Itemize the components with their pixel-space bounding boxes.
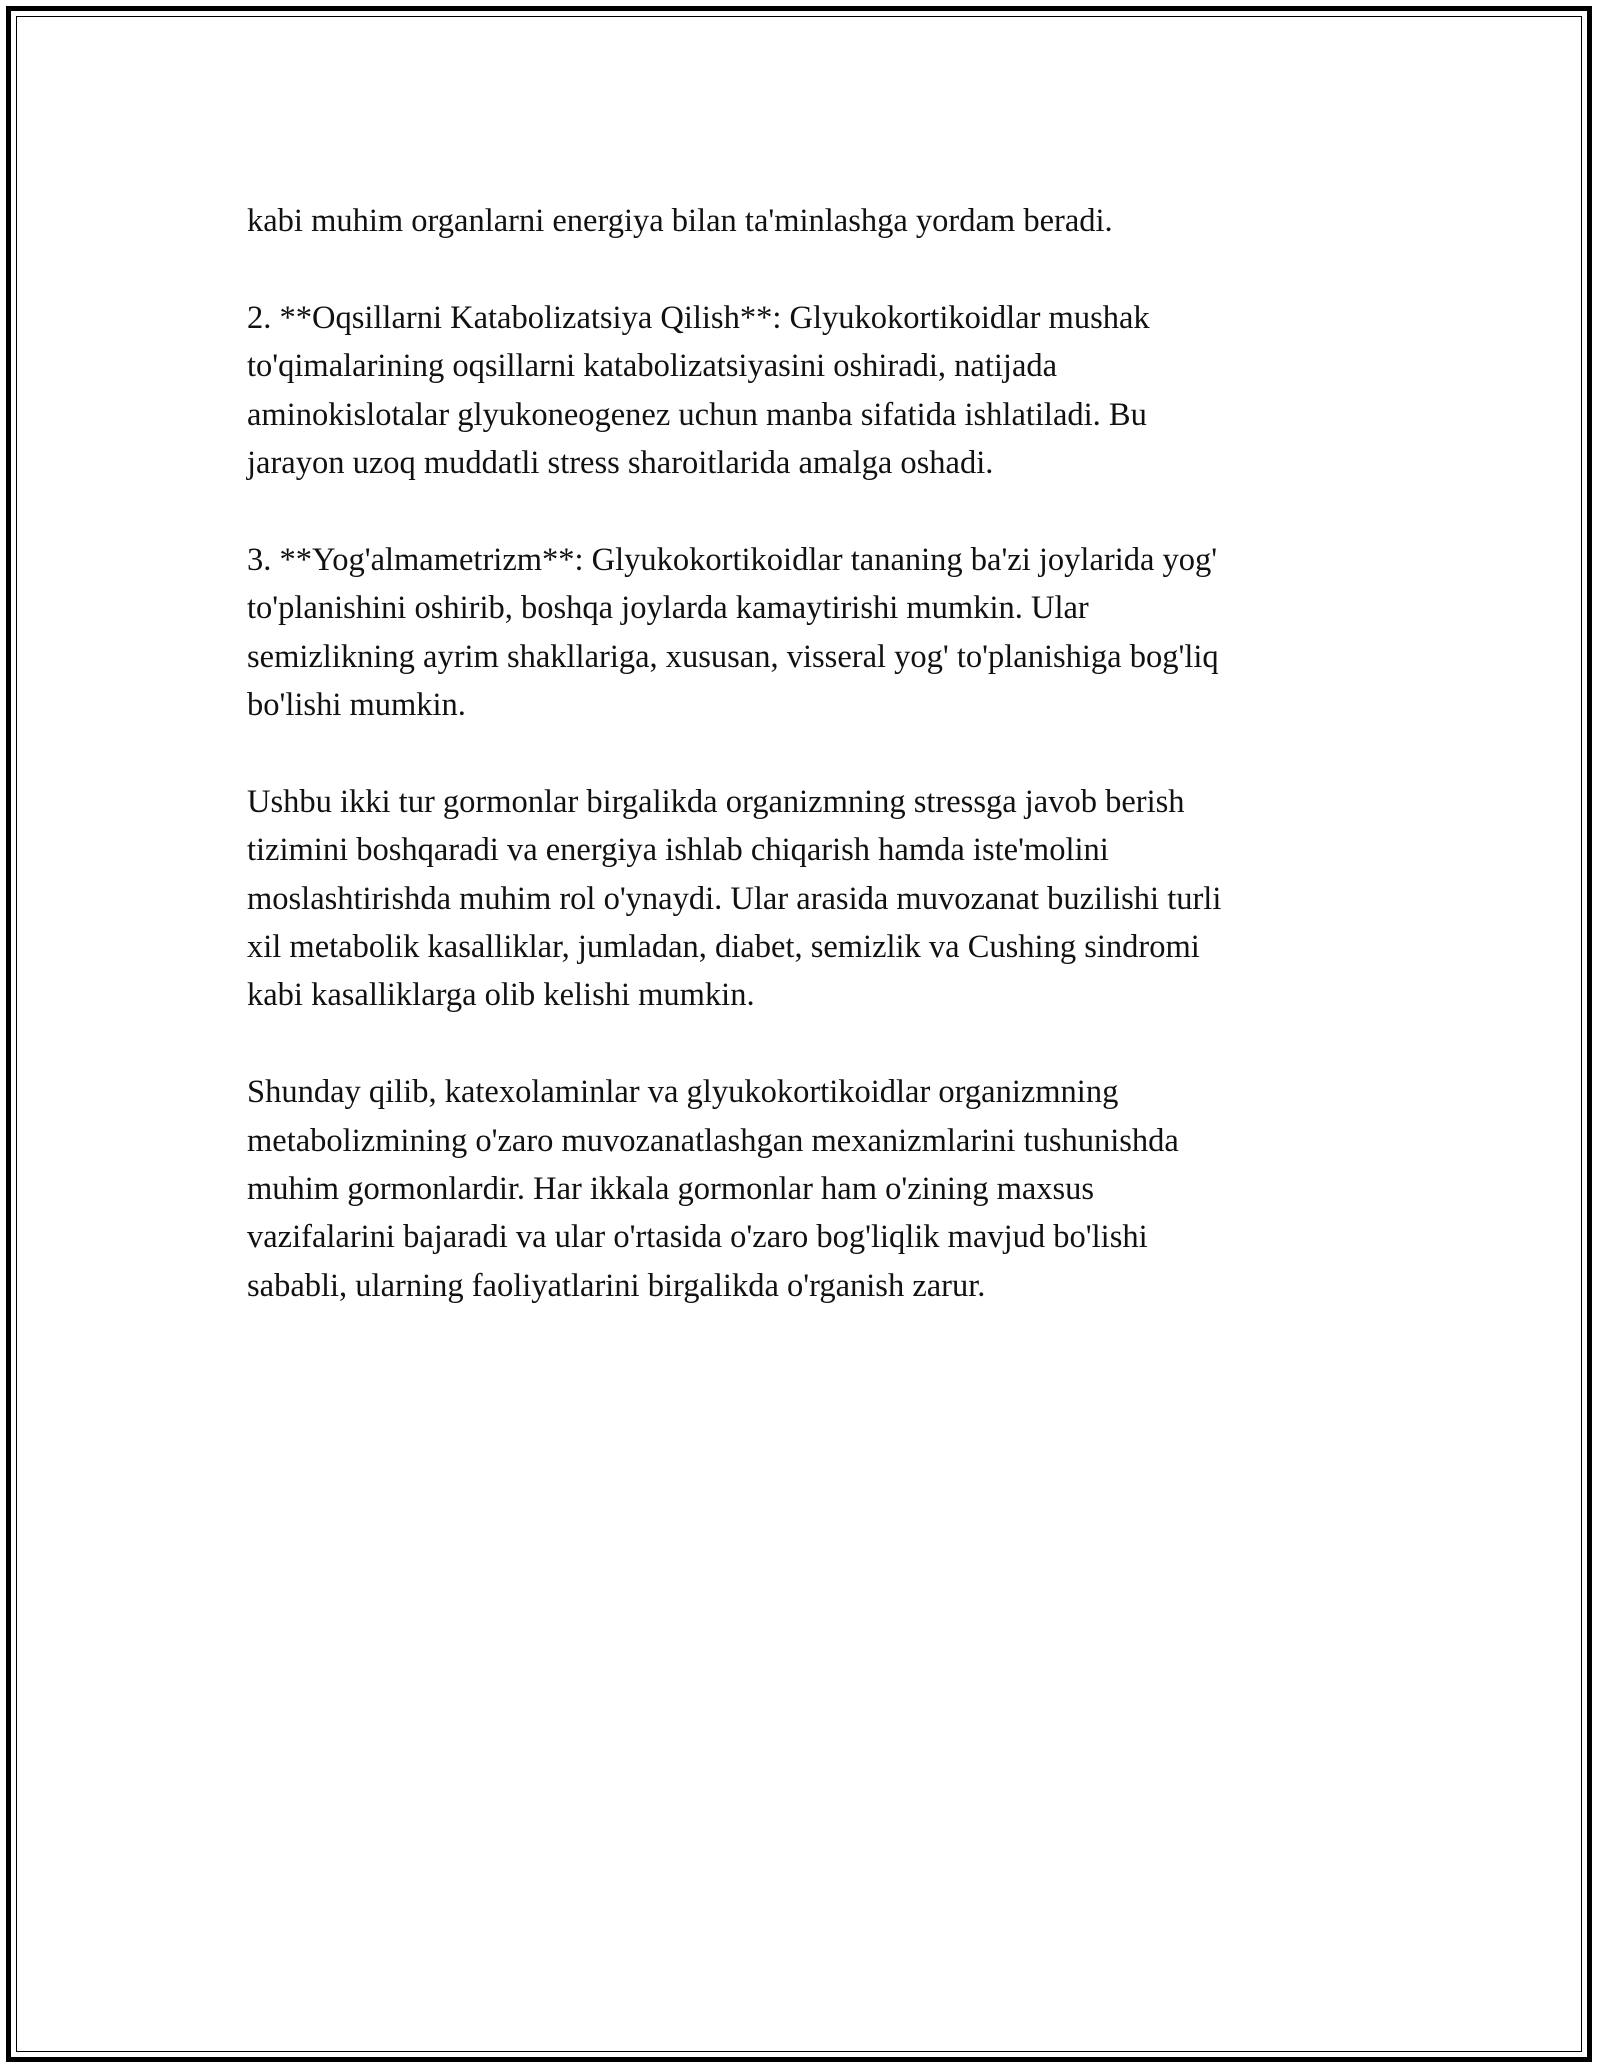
paragraph-protein-catabolism: 2. **Oqsillarni Katabolizatsiya Qilish**: Glyukokortikoidlar mushak to'qimalarining oqsillarni katabolizatsiyasini oshiradi, natijada aminokislotalar glyukoneogenez uchun manba sifatida ishlatiladi. Bu jarayon uzoq muddatli stress sharoitlarida amalga oshadi.: [247, 299, 1150, 482]
page-border: [6, 6, 1592, 2062]
paragraph-fat-metabolism: 3. **Yog'almametrizm**: Glyukokortikoidlar tananing ba'zi joylarida yog' to'planishini oshirib, boshqa joylarda kamaytirishi mumkin. Ular semizlikning ayrim shakllariga, xususan, visseral yog' to'planishiga bog'liq bo'lishi mumkin.: [247, 541, 1219, 724]
document-body: [247, 197, 1367, 1310]
paragraph-hormone-interaction: Ushbu ikki tur gormonlar birgalikda organizmning stressga javob berish tizimini boshqaradi va energiya ishlab chiqarish hamda iste'molini moslashtirishda muhim rol o'ynaydi. Ular arasida muvozanat buzilishi turli xil metabolik kasalliklar, jumladan, diabet, semizlik va Cushing sindromi kabi kasalliklarga olib kelishi mumkin.: [247, 783, 1222, 1014]
paragraph-conclusion: Shunday qilib, katexolaminlar va glyukokortikoidlar organizmning metabolizmining o'zaro muvozanatlashgan mexanizmlarini tushunishda muhim gormonlardir. Har ikkala gormonlar ham o'zining maxsus vazifalarini bajaradi va ular o'rtasida o'zaro bog'liqlik mavjud bo'lishi sababli, ularning faoliyatlarini birgalikda o'rganish zarur.: [247, 1074, 1179, 1304]
paragraph-continuation: kabi muhim organlarni energiya bilan ta'minlashga yordam beradi.: [247, 203, 1113, 239]
